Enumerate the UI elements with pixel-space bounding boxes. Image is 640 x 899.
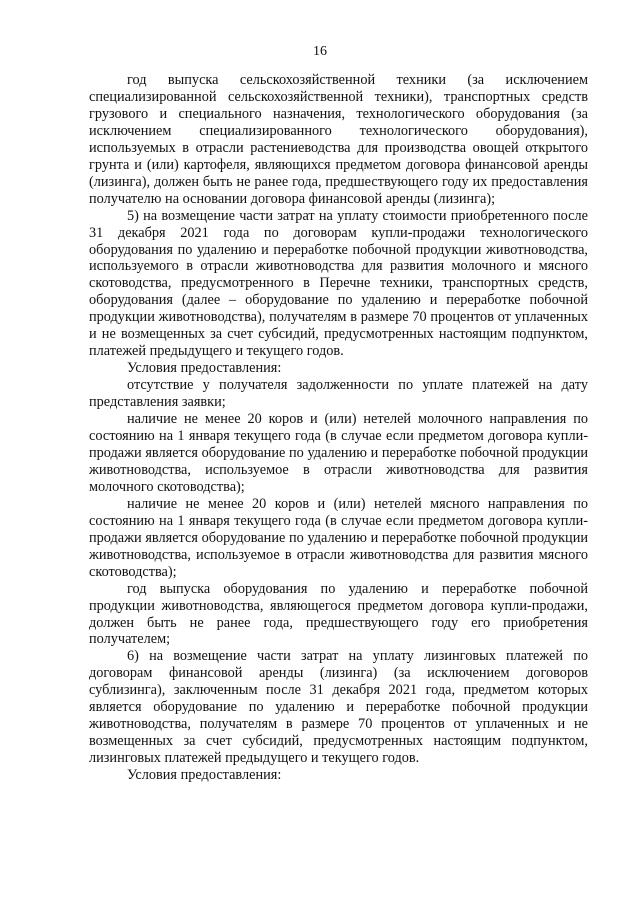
page-number: 16 (313, 44, 327, 59)
paragraph: 5) на возмещение части затрат на уплату стоимости приобретенного после 31 декабря 2021 года по договорам купли-продажи технологического оборудования по удалению и переработке побочной продукции животноводства, используемого в отрасли животноводства для развития молочного и мясного скотоводства, предусмотренного в Перечне техники, транспортных средств, оборудования (далее – оборудование по удалению и переработке побочной продукции животноводства), получателям в размере 70 процентов от уплаченных и не возмещенных за счет субсидий, предусмотренных настоящим подпунктом, платежей предыдущего и текущего годов. (89, 207, 588, 360)
paragraph: наличие не менее 20 коров и (или) нетелей мясного направления по состоянию на 1 января текущего года (в случае если предметом договора купли-продажи является оборудование по удалению и переработке побочной продукции животноводства, используемое в отрасли животноводства для развития мясного скотоводства); (89, 495, 588, 580)
paragraph: 6) на возмещение части затрат на уплату лизинговых платежей по договорам финансовой аренды (лизинга) (за исключением договоров сублизинга), заключенным после 31 декабря 2021 года, предметом которых является оборудование по удалению и переработке побочной продукции животноводства, получателям в размере 70 процентов от уплаченных и не возмещенных за счет субсидий, предусмотренных настоящим подпунктом, лизинговых платежей предыдущего и текущего годов. (89, 648, 588, 767)
paragraph: наличие не менее 20 коров и (или) нетелей молочного направления по состоянию на 1 января текущего года (в случае если предметом договора купли-продажи является оборудование по удалению и переработке побочной продукции животноводства, используемое в отрасли животноводства для развития молочного скотоводства); (89, 411, 588, 495)
body-text (89, 72, 588, 784)
paragraph: год выпуска сельскохозяйственной техники (за исключением специализированной сельскохозяйственной техники), транспортных средств грузового и специального назначения, технологического оборудования (за исключением специализированного технологического оборудования), используемых в отрасли растениеводства для производства овощей открытого грунта и (или) картофеля, являющихся предметом договора финансовой аренды (лизинга), должен быть не ранее года, предшествующего году их предоставления получателю на основании договора финансовой аренды (лизинга); (89, 72, 588, 207)
paragraph: год выпуска оборудования по удалению и переработке побочной продукции животноводства, являющегося предметом договора купли-продажи, должен быть не ранее года, предшествующего году его приобретения получателем; (89, 580, 588, 648)
paragraph: Условия предоставления: (127, 360, 282, 377)
paragraph: Условия предоставления: (127, 767, 282, 784)
paragraph: отсутствие у получателя задолженности по уплате платежей на дату представления заявки; (89, 377, 588, 411)
